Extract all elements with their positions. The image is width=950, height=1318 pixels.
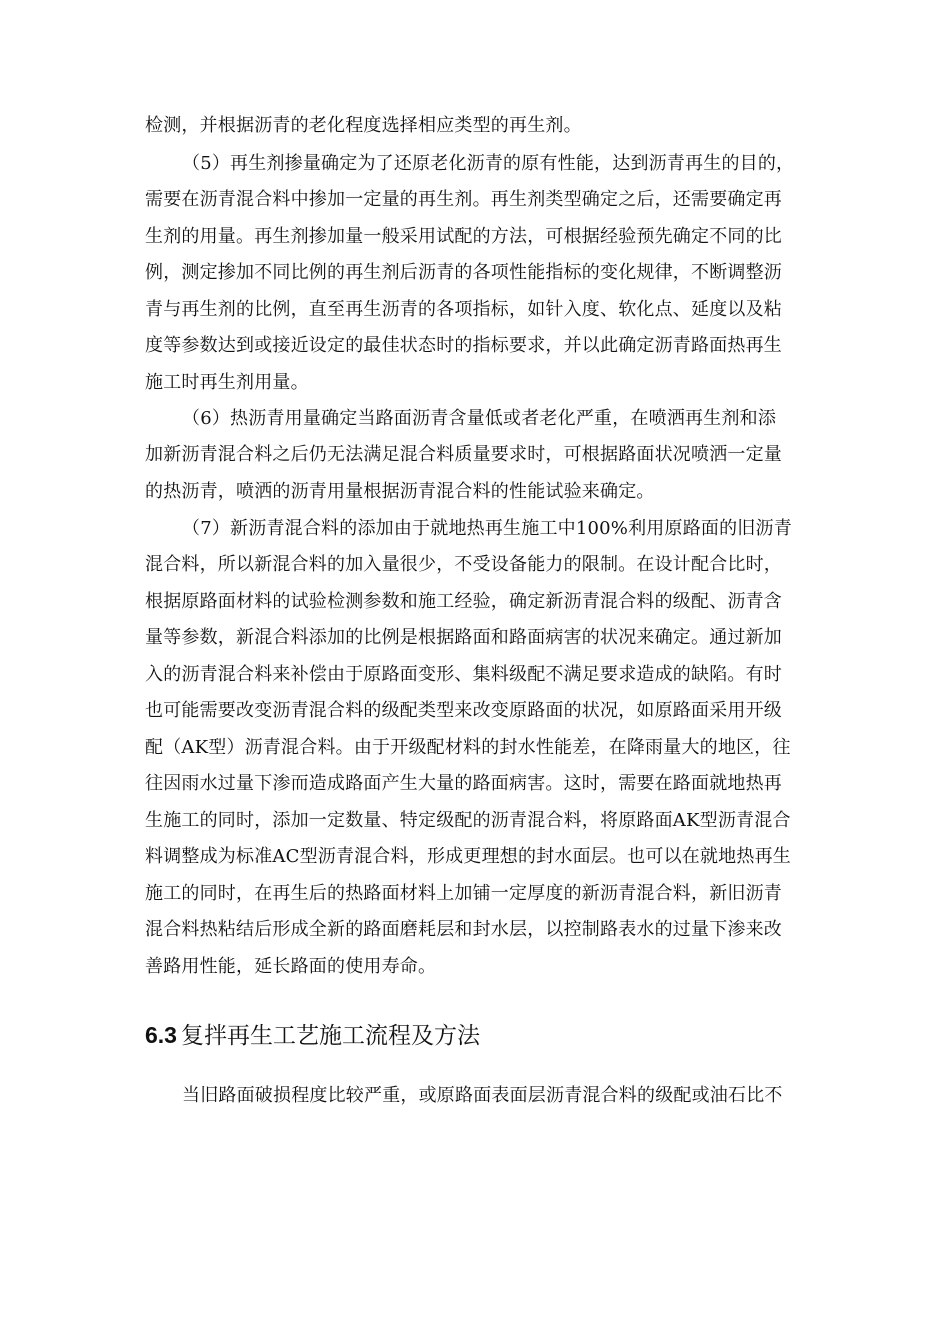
text-line: 加新沥青混合料之后仍无法满足混合料质量要求时，可根据路面状况喷洒一定量 [145,444,782,465]
text-line: 青与再生剂的比例，直至再生沥青的各项指标，如针入度、软化点、延度以及粘 [145,299,782,320]
paragraph-first-line: 当旧路面破损程度比较严重，或原路面表面层沥青混合料的级配或油石比不 [182,1085,783,1106]
section-title: 复拌再生工艺施工流程及方法 [180,1023,480,1049]
text-line: 配（AK型）沥青混合料。由于开级配材料的封水性能差，在降雨量大的地区，往 [145,737,791,758]
text-line: 混合料热粘结后形成全新的路面磨耗层和封水层，以控制路表水的过量下渗来改 [145,919,782,940]
text-line: 也可能需要改变沥青混合料的级配类型来改变原路面的状况，如原路面采用开级 [145,700,782,721]
text-line: 生施工的同时，添加一定数量、特定级配的沥青混合料，将原路面AK型沥青混合 [145,810,791,831]
text-line: 施工时再生剂用量。 [145,372,309,393]
text-line: 例，测定掺加不同比例的再生剂后沥青的各项性能指标的变化规律，不断调整沥 [145,262,782,283]
text-line: 量等参数，新混合料添加的比例是根据路面和路面病害的状况来确定。通过新加 [145,627,782,648]
text-line: 施工的同时，在再生后的热路面材料上加铺一定厚度的新沥青混合料，新旧沥青 [145,883,782,904]
text-line: 善路用性能，延长路面的使用寿命。 [145,956,437,977]
text-line: 需要在沥青混合料中掺加一定量的再生剂。再生剂类型确定之后，还需要确定再 [145,189,782,210]
text-line: 检测，并根据沥青的老化程度选择相应类型的再生剂。 [145,115,582,136]
text-line: 度等参数达到或接近设定的最佳状态时的指标要求，并以此确定沥青路面热再生 [145,335,782,356]
text-line: 料调整成为标准AC型沥青混合料，形成更理想的封水面层。也可以在就地热再生 [145,846,791,867]
section-number: 6.3 [145,1022,177,1048]
paragraph-7-first-line: （7）新沥青混合料的添加由于就地热再生施工中100%利用原路面的旧沥青 [182,518,792,539]
paragraph-6-first-line: （6）热沥青用量确定当路面沥青含量低或者老化严重，在喷洒再生剂和添 [182,408,777,429]
text-line: 入的沥青混合料来补偿由于原路面变形、集料级配不满足要求造成的缺陷。有时 [145,664,782,685]
text-line: 往因雨水过量下渗而造成路面产生大量的路面病害。这时，需要在路面就地热再 [145,773,782,794]
text-line: 生剂的用量。再生剂掺加量一般采用试配的方法，可根据经验预先确定不同的比 [145,226,782,247]
paragraph-5-first-line: （5）再生剂掺量确定为了还原老化沥青的原有性能，达到沥青再生的目的， [182,153,795,174]
text-line: 根据原路面材料的试验检测参数和施工经验，确定新沥青混合料的级配、沥青含 [145,591,782,612]
text-line: 的热沥青，喷洒的沥青用量根据沥青混合料的性能试验来确定。 [145,481,655,502]
section-heading [145,1020,480,1051]
text-line: 混合料，所以新混合料的加入量很少，不受设备能力的限制。在设计配合比时， [145,554,782,575]
